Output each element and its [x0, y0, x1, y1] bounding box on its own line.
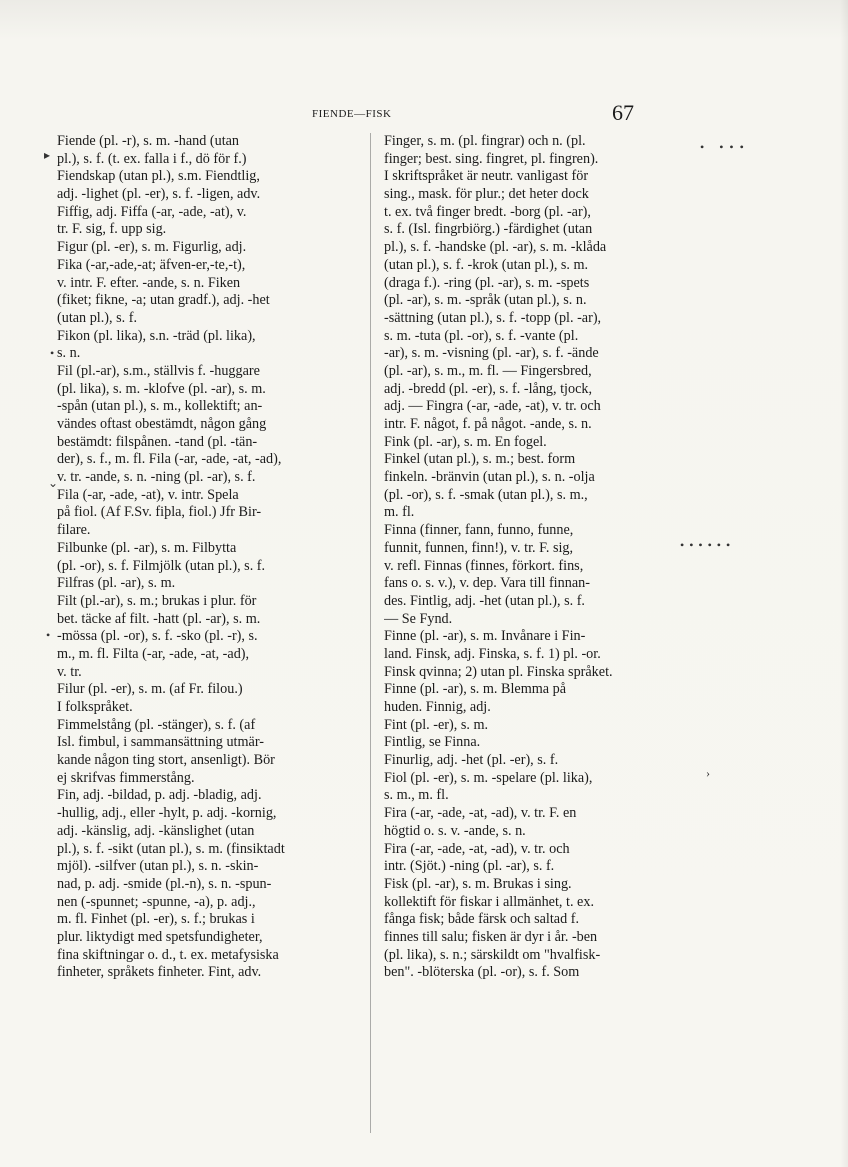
margin-pencil-mark: ›	[706, 766, 710, 780]
left-column-line: (pl. lika), s. m. -klofve (pl. -ar), s. m.	[57, 380, 266, 397]
right-column-line: Finne (pl. -ar), s. m. Invånare i Fin-	[384, 628, 586, 645]
column-divider	[370, 133, 371, 1133]
left-column-line: tr. F. sig, f. upp sig.	[57, 221, 167, 238]
right-column-line: (pl. -ar), s. m. -språk (utan pl.), s. n.	[384, 292, 587, 309]
left-column-line: nad, p. adj. -smide (pl.-n), s. n. -spun-	[57, 875, 272, 892]
right-column-line: (utan pl.), s. f. -krok (utan pl.), s. m.	[384, 256, 589, 273]
left-column-line: Filfras (pl. -ar), s. m.	[57, 575, 176, 592]
margin-pencil-mark: ⌄	[48, 476, 59, 490]
left-column	[57, 133, 365, 982]
right-column-line: Finsk qvinna; 2) utan pl. Finska språket.	[384, 663, 613, 680]
page-number: 67	[612, 100, 634, 125]
right-column-line: (pl. lika), s. n.; särskildt om "hvalfisk-	[384, 946, 601, 963]
left-column-line: (utan pl.), s. f.	[57, 309, 137, 326]
left-column-line: Fiendskap (utan pl.), s.m. Fiendtlig,	[57, 168, 260, 185]
left-column-line: adj. -lighet (pl. -er), s. f. -ligen, adv.	[57, 186, 261, 203]
left-column-line: Fiende (pl. -r), s. m. -hand (utan	[57, 133, 240, 149]
left-column-line: v. intr. F. efter. -ande, s. n. Fiken	[57, 274, 241, 291]
left-column-line: bet. täcke af filt. -hatt (pl. -ar), s. m.	[57, 610, 261, 627]
right-column-line: intr. F. något, f. på något. -ande, s. n.	[384, 416, 592, 432]
left-column-line: adj. -känslig, adj. -känslighet (utan	[57, 822, 255, 839]
left-column-line: filare.	[57, 522, 91, 539]
right-column-line: kollektift för fiskar i allmänhet, t. ex.	[384, 893, 594, 910]
left-column-line: Fiffig, adj. Fiffa (-ar, -ade, -at), v.	[57, 203, 247, 220]
page-header	[0, 100, 848, 130]
left-column-line: -mössa (pl. -or), s. f. -sko (pl. -r), s.	[57, 628, 258, 645]
left-column-line: Fimmelstång (pl. -stänger), s. f. (af	[57, 716, 256, 733]
right-column-line: huden. Finnig, adj.	[384, 699, 491, 715]
right-column-line: Fiol (pl. -er), s. m. -spelare (pl. lika),	[384, 769, 593, 786]
margin-pencil-mark: •	[50, 346, 55, 360]
left-column-line: fina skiftningar o. d., t. ex. metafysiska	[57, 946, 279, 963]
left-column-line: plur. liktydigt med spetsfundigheter,	[57, 928, 263, 945]
right-column-line: Finna (finner, fann, funno, funne,	[384, 522, 574, 539]
left-column-line: pl.), s. f. (t. ex. falla i f., dö för f.)	[57, 150, 247, 167]
right-column-line: intr. (Sjöt.) -ning (pl. -ar), s. f.	[384, 858, 555, 875]
left-column-line: s. n.	[57, 345, 81, 362]
right-column-line: t. ex. två finger bredt. -borg (pl. -ar),	[384, 203, 591, 220]
left-column-line: (fiket; fikne, -a; utan gradf.), adj. -het	[57, 292, 270, 309]
right-column	[384, 133, 692, 982]
left-column-line: Filur (pl. -er), s. m. (af Fr. filou.)	[57, 681, 243, 698]
right-column-line: adj. -bredd (pl. -er), s. f. -lång, tjock,	[384, 380, 593, 397]
right-column-line: Fira (-ar, -ade, -at, -ad), v. tr. och	[384, 840, 570, 857]
left-column-line: vändes oftast obestämdt, någon gång	[57, 416, 267, 432]
left-column-line: Fika (-ar,-ade,-at; äfven-er,-te,-t),	[57, 256, 246, 273]
right-column-line: -ar), s. m. -visning (pl. -ar), s. f. -ände	[384, 345, 599, 362]
left-column-line: Fikon (pl. lika), s.n. -träd (pl. lika),	[57, 327, 256, 344]
right-column-line: I skriftspråket är neutr. vanligast för	[384, 168, 589, 185]
left-column-line: -hullig, adj., eller -hylt, p. adj. -kornig,	[57, 805, 277, 822]
left-column-line: Filbunke (pl. -ar), s. m. Filbytta	[57, 539, 237, 556]
right-column-line: Fintlig, se Finna.	[384, 734, 481, 751]
right-column-line: des. Fintlig, adj. -het (utan pl.), s. f.	[384, 592, 585, 609]
right-column-line: s. m. -tuta (pl. -or), s. f. -vante (pl.	[384, 327, 579, 344]
margin-pencil-mark: ▸	[44, 148, 51, 162]
right-column-line: -sättning (utan pl.), s. f. -topp (pl. -ar),	[384, 309, 602, 326]
right-column-line: finkeln. -bränvin (utan pl.), s. n. -olja	[384, 469, 595, 486]
right-column-line: fånga fisk; både färsk och saltad f.	[384, 911, 580, 928]
left-column-line: v. tr. -ande, s. n. -ning (pl. -ar), s. f.	[57, 469, 256, 486]
left-column-line: kande någon ting stort, ansenligt). Bör	[57, 752, 275, 769]
right-column-line: land. Finsk, adj. Finska, s. f. 1) pl. -or.	[384, 645, 601, 662]
left-column-line: finheter, språkets finheter. Fint, adv.	[57, 964, 262, 981]
right-column-line: m. fl.	[384, 504, 415, 521]
left-column-line: (pl. -or), s. f. Filmjölk (utan pl.), s. f.	[57, 557, 266, 574]
left-column-line: nen (-spunnet; -spunne, -a), p. adj.,	[57, 893, 256, 910]
right-column-line: Fira (-ar, -ade, -at, -ad), v. tr. F. en	[384, 805, 577, 822]
right-column-line: s. f. (Isl. fingrbiörg.) -färdighet (utan	[384, 221, 593, 238]
right-column-line: ben". -blöterska (pl. -or), s. f. Som	[384, 964, 580, 981]
left-column-line: -spån (utan pl.), s. m., kollektift; an-	[57, 398, 263, 415]
margin-pencil-mark: • •••	[700, 140, 750, 154]
right-column-line: Fint (pl. -er), s. m.	[384, 716, 489, 733]
right-column-line: — Se Fynd.	[384, 610, 453, 627]
left-column-line: v. tr.	[57, 663, 82, 680]
left-column-line: på fiol. (Af F.Sv. fiþla, fiol.) Jfr Bir-	[57, 504, 262, 521]
right-column-line: v. refl. Finnas (finnes, förkort. fins,	[384, 557, 584, 574]
right-column-line: Fink (pl. -ar), s. m. En fogel.	[384, 433, 547, 450]
left-column-line: Isl. fimbul, i sammansättning utmär-	[57, 734, 264, 751]
left-column-line: Fin, adj. -bildad, p. adj. -bladig, adj.	[57, 787, 262, 804]
left-column-line: Figur (pl. -er), s. m. Figurlig, adj.	[57, 239, 247, 256]
right-column-line: Finurlig, adj. -het (pl. -er), s. f.	[384, 752, 559, 769]
right-column-line: finger; best. sing. fingret, pl. fingren).	[384, 150, 599, 167]
left-column-line: mjöl). -silfver (utan pl.), s. n. -skin-	[57, 858, 259, 875]
right-column-line: pl.), s. f. -handske (pl. -ar), s. m. -klåda	[384, 239, 607, 256]
right-column-line: (draga f.). -ring (pl. -ar), s. m. -spets	[384, 274, 590, 291]
left-column-line: Fil (pl.-ar), s.m., ställvis f. -huggare	[57, 362, 260, 379]
left-column-line: m., m. fl. Filta (-ar, -ade, -at, -ad),	[57, 645, 250, 662]
left-column-line: Fila (-ar, -ade, -at), v. intr. Spela	[57, 486, 239, 503]
margin-pencil-mark: ••••••	[680, 538, 736, 552]
scan-edge-shadow	[840, 0, 848, 1167]
right-column-line: (pl. -or), s. f. -smak (utan pl.), s. m.,	[384, 486, 588, 503]
left-column-line: m. fl. Finhet (pl. -er), s. f.; brukas i	[57, 911, 255, 928]
left-column-line: pl.), s. f. -sikt (utan pl.), s. m. (finsiktadt	[57, 840, 285, 857]
right-column-line: högtid o. s. v. -ande, s. n.	[384, 822, 526, 839]
right-column-line: fans o. s. v.), v. dep. Vara till finnan-	[384, 575, 590, 592]
right-column-line: Finger, s. m. (pl. fingrar) och n. (pl.	[384, 133, 586, 149]
running-head: FIENDE—FISK	[312, 108, 392, 120]
left-column-line: der), s. f., m. fl. Fila (-ar, -ade, -at, -ad),	[57, 451, 282, 468]
left-column-line: ej skrifvas fimmerstång.	[57, 769, 195, 786]
left-column-line: Filt (pl.-ar), s. m.; brukas i plur. för	[57, 592, 257, 609]
right-column-line: finnes till salu; fisken är dyr i år. -ben	[384, 928, 598, 945]
margin-pencil-mark: •	[46, 628, 51, 642]
right-column-line: adj. — Fingra (-ar, -ade, -at), v. tr. och	[384, 398, 601, 415]
right-column-line: sing., mask. för plur.; det heter dock	[384, 186, 589, 203]
right-column-line: s. m., m. fl.	[384, 787, 449, 804]
left-column-line: I folkspråket.	[57, 699, 133, 715]
right-column-line: Fisk (pl. -ar), s. m. Brukas i sing.	[384, 875, 572, 892]
right-column-line: Finkel (utan pl.), s. m.; best. form	[384, 451, 576, 468]
right-column-line: Finne (pl. -ar), s. m. Blemma på	[384, 681, 567, 698]
left-column-line: bestämdt: filspånen. -tand (pl. -tän-	[57, 433, 258, 450]
right-column-line: (pl. -ar), s. m., m. fl. — Fingersbred,	[384, 362, 592, 379]
right-column-line: funnit, funnen, finn!), v. tr. F. sig,	[384, 539, 574, 556]
